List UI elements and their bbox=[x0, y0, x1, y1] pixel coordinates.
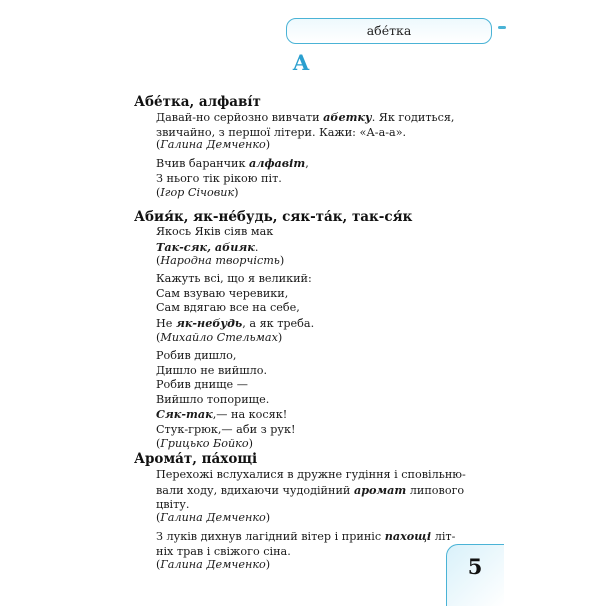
quote-line: ніх трав і свіжого сіна. bbox=[156, 544, 291, 558]
page-number: 5 bbox=[467, 554, 483, 579]
quote-line: Вийшло топорище. bbox=[156, 392, 270, 406]
quote-line: цвіту. bbox=[156, 498, 190, 512]
example-quote bbox=[156, 468, 466, 513]
quote-line: вали ходу, вдихаючи чудодійний аромат липового bbox=[156, 482, 465, 497]
entry-headword: Абе́тка, алфаві́т bbox=[134, 94, 261, 110]
entry-headword: Арома́т, па́хощі bbox=[134, 451, 258, 467]
book-page bbox=[100, 14, 502, 594]
quote-line: Сам вдягаю все на себе, bbox=[156, 301, 300, 315]
quote-author: (Грицько Бойко) bbox=[156, 437, 253, 450]
quote-line: Перехожі вслухалися в дружне гудіння і сповільню- bbox=[156, 468, 466, 481]
quote-author: (Галина Демченко) bbox=[156, 558, 271, 571]
quote-line: Кажуть всі, що я великий: bbox=[156, 272, 312, 285]
example-quote bbox=[156, 110, 455, 140]
quote-author: (Михайло Стельмах) bbox=[156, 331, 283, 344]
example-quote bbox=[156, 272, 314, 331]
highlighted-word: як-небудь bbox=[175, 315, 243, 330]
quote-line: Давай-но серйозно вивчати абетку. Як годиться, bbox=[156, 110, 455, 124]
entry-headword: Абия́к, як-не́будь, сяк-та́к, так-ся́к bbox=[134, 209, 413, 225]
example-quote bbox=[156, 156, 309, 186]
section-header-label: абе́тка bbox=[366, 23, 412, 38]
highlighted-word: аромат bbox=[353, 482, 407, 497]
highlighted-word: пахощі bbox=[384, 529, 432, 543]
highlighted-word: Сяк-так bbox=[156, 407, 213, 422]
quote-line: Не як-небудь, а як треба. bbox=[156, 315, 315, 330]
section-letter: А bbox=[292, 50, 310, 75]
quote-line: Так-сяк, абияк. bbox=[156, 239, 259, 254]
highlighted-word: алфавіт bbox=[249, 156, 306, 170]
quote-line: Робив днище — bbox=[156, 378, 248, 392]
highlighted-word: Так-сяк, абияк bbox=[156, 239, 255, 254]
quote-line: звичайно, з першої літери. Кажи: «А-а-а». bbox=[156, 125, 407, 139]
quote-line: Робив дишло, bbox=[156, 349, 237, 362]
example-quote bbox=[156, 529, 455, 559]
quote-author: (Ігор Січовик) bbox=[156, 186, 239, 199]
section-header-tab bbox=[286, 18, 492, 44]
quote-line: Вчив баранчик алфавіт, bbox=[156, 156, 309, 170]
quote-line: Стук-грюк,— аби з рук! bbox=[156, 422, 296, 436]
corner-mark bbox=[498, 26, 506, 29]
quote-line: З нього тік рікою піт. bbox=[156, 171, 282, 185]
quote-author: (Галина Демченко) bbox=[156, 511, 271, 524]
quote-line: Якось Яків сіяв мак bbox=[156, 225, 274, 238]
example-quote bbox=[156, 349, 295, 438]
highlighted-word: абетку bbox=[323, 110, 372, 124]
quote-line: Сяк-так,— на косяк! bbox=[156, 407, 288, 422]
quote-line: Сам взуваю черевики, bbox=[156, 286, 289, 300]
example-quote bbox=[156, 225, 273, 255]
quote-line: З луків дихнув лагідний вітер і приніс пахощі літ- bbox=[156, 529, 456, 543]
quote-author: (Галина Демченко) bbox=[156, 138, 271, 151]
quote-line: Дишло не вийшло. bbox=[156, 363, 267, 377]
quote-author: (Народна творчість) bbox=[156, 254, 285, 267]
